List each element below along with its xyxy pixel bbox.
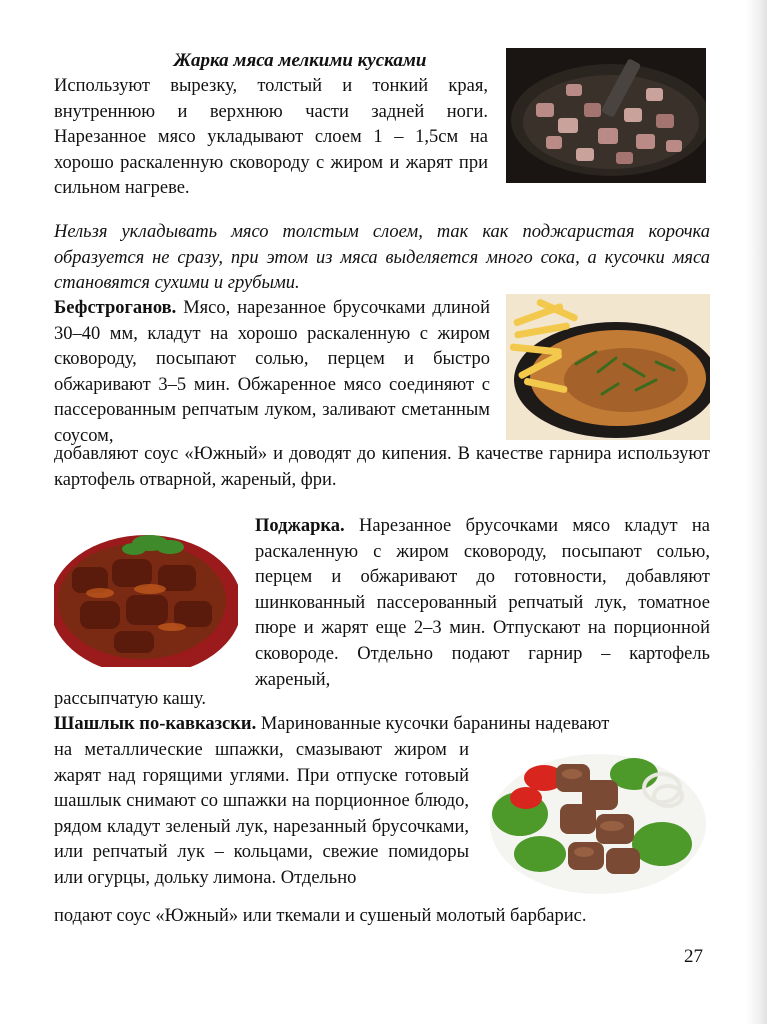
beef-stroganoff-heading: Бефстроганов. <box>54 298 177 318</box>
podzharka-continued: рассыпчатую кашу. <box>54 689 206 709</box>
shashlyk-heading: Шашлык по-кавказски. <box>54 714 257 734</box>
podzharka-text: Нарезанное брусочками мясо кладут на раскаленную с жиром сковороду, посыпают солью, перцем и обжаривают до готовности, добавляют шинкованный пассерованный репчатый лук, томатное пюре и жарят еще 2–3 мин. Отпускают на порционной сковороде. Отдельно подают гарнир – картофель жареный, <box>255 516 710 690</box>
beef-stroganoff-continued: добавляют соус «Южный» и доводят до кипения. В качестве гарнира используют картофель отварной, жареный, фри. <box>54 444 710 490</box>
frying-meat-pan-photo <box>506 48 706 183</box>
beef-stroganoff-paragraph <box>54 296 490 450</box>
shashlyk-first-text: Маринованные кусочки баранины надевают <box>256 714 610 734</box>
beef-stroganoff-photo <box>506 294 710 440</box>
shashlyk-first-line <box>54 712 714 738</box>
podzharka-photo <box>54 523 238 667</box>
page-edge-shadow <box>746 0 767 1024</box>
paragraph-cuts: Используют вырезку, толстый и тонкий края, внутреннюю и верхнюю части задней ноги. Нарезанное мясо укладывают слоем 1 – 1,5см на хорошо раскаленную сковороду с жиром и жарят при сильном нагреве. <box>54 76 488 199</box>
shashlyk-plate-photo <box>486 744 710 896</box>
beef-stroganoff-text: Мясо, нарезанное брусочками длиной 30–40 мм, кладут на хорошо раскаленную с жиром сковороду, посыпают солью, перцем и быстро обжаривают 3–5 мин. Обжаренное мясо соединяют с пассерованным репчатым луком, заливают сметанным соусом, <box>54 298 490 446</box>
podzharka-paragraph <box>255 514 710 693</box>
shashlyk-paragraph: на металлические шпажки, смазывают жиром и жарят над горящими углями. При отпуске готовый шашлык снимают со шпажки на порционное блюдо, рядом кладут зеленый лук, нарезанный брусочками, или репчатый лук – кольцами, свежие помидоры или огурцы, дольку лимона. Отдельно <box>54 740 469 888</box>
shashlyk-continued: подают соус «Южный» или ткемали и сушеный молотый барбарис. <box>54 906 587 926</box>
section-title: Жарка мяса мелкими кусками <box>173 50 427 71</box>
note-paragraph: Нельзя укладывать мясо толстым слоем, так как поджаристая корочка образуется не сразу, при этом из мяса выделяется много сока, а кусочки мяса становятся сухими и грубыми. <box>54 222 710 294</box>
podzharka-heading: Поджарка. <box>255 516 345 536</box>
page-number: 27 <box>684 946 703 967</box>
